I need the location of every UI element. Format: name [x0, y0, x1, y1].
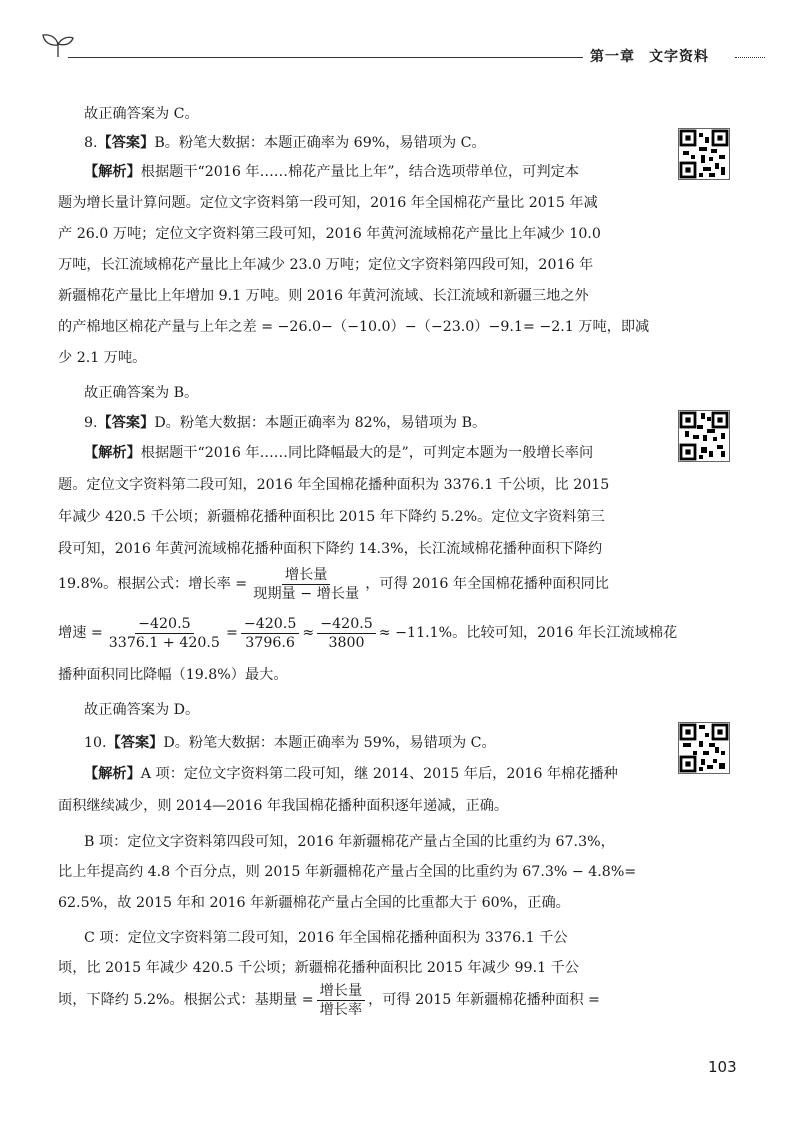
formula-line-base-period [58, 980, 600, 1020]
formula-line-growth-speed [58, 613, 677, 653]
fraction [317, 615, 376, 652]
page-number: 103 [708, 1058, 737, 1076]
text-line: 顷，比 2015 年减少 420.5 千公顷；新疆棉花播种面积比 2015 年减少 99.1 千公 [58, 960, 579, 976]
text-span: D。粉笔大数据：本题正确率为 82%，易错项为 B。 [154, 415, 487, 431]
text-line: 新疆棉花产量比上年增加 9.1 万吨。则 2016 年黄河流域、长江流域和新疆三地之外 [58, 288, 589, 304]
section-tag: 【答案】 [97, 135, 155, 151]
header-dotted-rule [735, 57, 765, 58]
text-span: A 项：定位文字资料第二段可知，继 2014、2015 年后，2016 年棉花播种 [140, 766, 618, 782]
text-line [84, 443, 593, 463]
text-span: ，可得 2015 年新疆棉花播种面积 = [368, 992, 600, 1008]
qr-code-q10[interactable] [678, 722, 730, 774]
section-tag: 【解析】 [84, 164, 141, 180]
fraction-numerator: −420.5 [317, 615, 376, 634]
fraction-denominator: 增长率 [319, 1001, 363, 1018]
fraction-denominator: 3376.1 + 420.5 [108, 634, 220, 651]
sprout-icon [40, 32, 76, 58]
qr-code-q8[interactable] [678, 128, 730, 180]
text-span: 9. [84, 415, 98, 431]
text-line: 产 26.0 万吨；定位文字资料第三段可知，2016 年黄河流域棉花产量比上年减少 10.0 [58, 226, 601, 242]
section-tag: 【解析】 [84, 445, 141, 461]
fraction [250, 566, 362, 603]
text-span: 8. [84, 135, 98, 151]
text-line: B 项：定位文字资料第四段可知，2016 年新疆棉花产量占全国的比重约为 67.3%， [84, 834, 615, 850]
text-line: C 项：定位文字资料第二段可知，2016 年全国棉花播种面积为 3376.1 千公 [84, 930, 568, 946]
text-line: 62.5%，故 2015 年和 2016 年新疆棉花产量占全国的比重都大于 60%，正确。 [58, 895, 570, 911]
section-tag: 【答案】 [97, 415, 155, 431]
text-line: 少 2.1 万吨。 [58, 350, 147, 366]
text-span: 19.8%。根据公式：增长率 = [58, 576, 248, 592]
chapter-title: 文字资料 [649, 49, 709, 65]
answer-line-q8 [84, 133, 486, 153]
fraction-denominator: 3800 [328, 634, 365, 651]
fraction-denominator: 现期量 − 增长量 [253, 585, 360, 602]
text-span: ，可得 2016 年全国棉花播种面积同比 [365, 576, 609, 592]
text-line: 故正确答案为 C。 [84, 106, 199, 122]
fraction [106, 615, 223, 652]
running-header [590, 46, 709, 66]
text-line [84, 764, 618, 784]
fraction-numerator: −420.5 [135, 615, 194, 634]
header-rule [68, 57, 583, 58]
text-line: 段可知，2016 年黄河流域棉花播种面积下降约 14.3%，长江流域棉花播种面积下降约 [58, 541, 603, 557]
section-tag: 【解析】 [84, 766, 141, 782]
fraction-denominator: 3796.6 [245, 634, 295, 651]
text-line: 播种面积同比降幅（19.8%）最大。 [58, 667, 288, 683]
text-span: D。粉笔大数据：本题正确率为 59%，易错项为 C。 [163, 735, 496, 751]
fraction-numerator: 增长量 [282, 566, 331, 585]
text-span: B。粉笔大数据：本题正确率为 69%，易错项为 C。 [154, 135, 486, 151]
text-line: 年减少 420.5 千公顷；新疆棉花播种面积比 2015 年下降约 5.2%。定位文字资料第三 [58, 509, 605, 525]
text-span: 增速 = [58, 625, 103, 641]
text-line: 故正确答案为 D。 [84, 702, 200, 718]
text-span: 根据题干“2016 年……棉花产量比上年”，结合选项带单位，可判定本 [140, 164, 579, 180]
text-line: 万吨，长江流域棉花产量比上年减少 23.0 万吨；定位文字资料第四段可知，2016 年 [58, 257, 594, 273]
text-span: 根据题干“2016 年……同比降幅最大的是”，可判定本题为一般增长率问 [140, 445, 594, 461]
text-line: 比上年提高约 4.8 个百分点，则 2015 年新疆棉花产量占全国的比重约为 67.3% − 4.8%= [58, 864, 637, 880]
fraction [241, 615, 300, 652]
text-line: 的产棉地区棉花产量与上年之差 = −26.0−（−10.0）−（−23.0）−9.1= −2.1 万吨，即减 [58, 319, 650, 335]
qr-code-q9[interactable] [678, 410, 730, 462]
answer-line-q9 [84, 413, 486, 433]
equals-sign: = [225, 625, 238, 641]
text-line: 故正确答案为 B。 [84, 385, 199, 401]
fraction-numerator: −420.5 [241, 615, 300, 634]
section-tag: 【答案】 [106, 735, 164, 751]
text-span: ≈ −11.1%。比较可知，2016 年长江流域棉花 [378, 625, 678, 641]
text-line: 面积继续减少，则 2014—2016 年我国棉花播种面积逐年递减，正确。 [58, 798, 509, 814]
formula-line-growth-rate [58, 564, 609, 604]
approx-sign: ≈ [302, 625, 315, 641]
answer-line-q10 [84, 733, 496, 753]
chapter-label: 第一章 [590, 49, 635, 65]
text-span: 10. [84, 735, 107, 751]
fraction [317, 982, 366, 1019]
text-line [84, 162, 579, 182]
fraction-numerator: 增长量 [317, 982, 366, 1001]
text-line: 题。定位文字资料第二段可知，2016 年全国棉花播种面积为 3376.1 千公顷，比 2015 [58, 477, 610, 493]
text-line: 题为增长量计算问题。定位文字资料第一段可知，2016 年全国棉花产量比 2015 年减 [58, 195, 598, 211]
text-span: 顷，下降约 5.2%。根据公式：基期量 = [58, 992, 314, 1008]
